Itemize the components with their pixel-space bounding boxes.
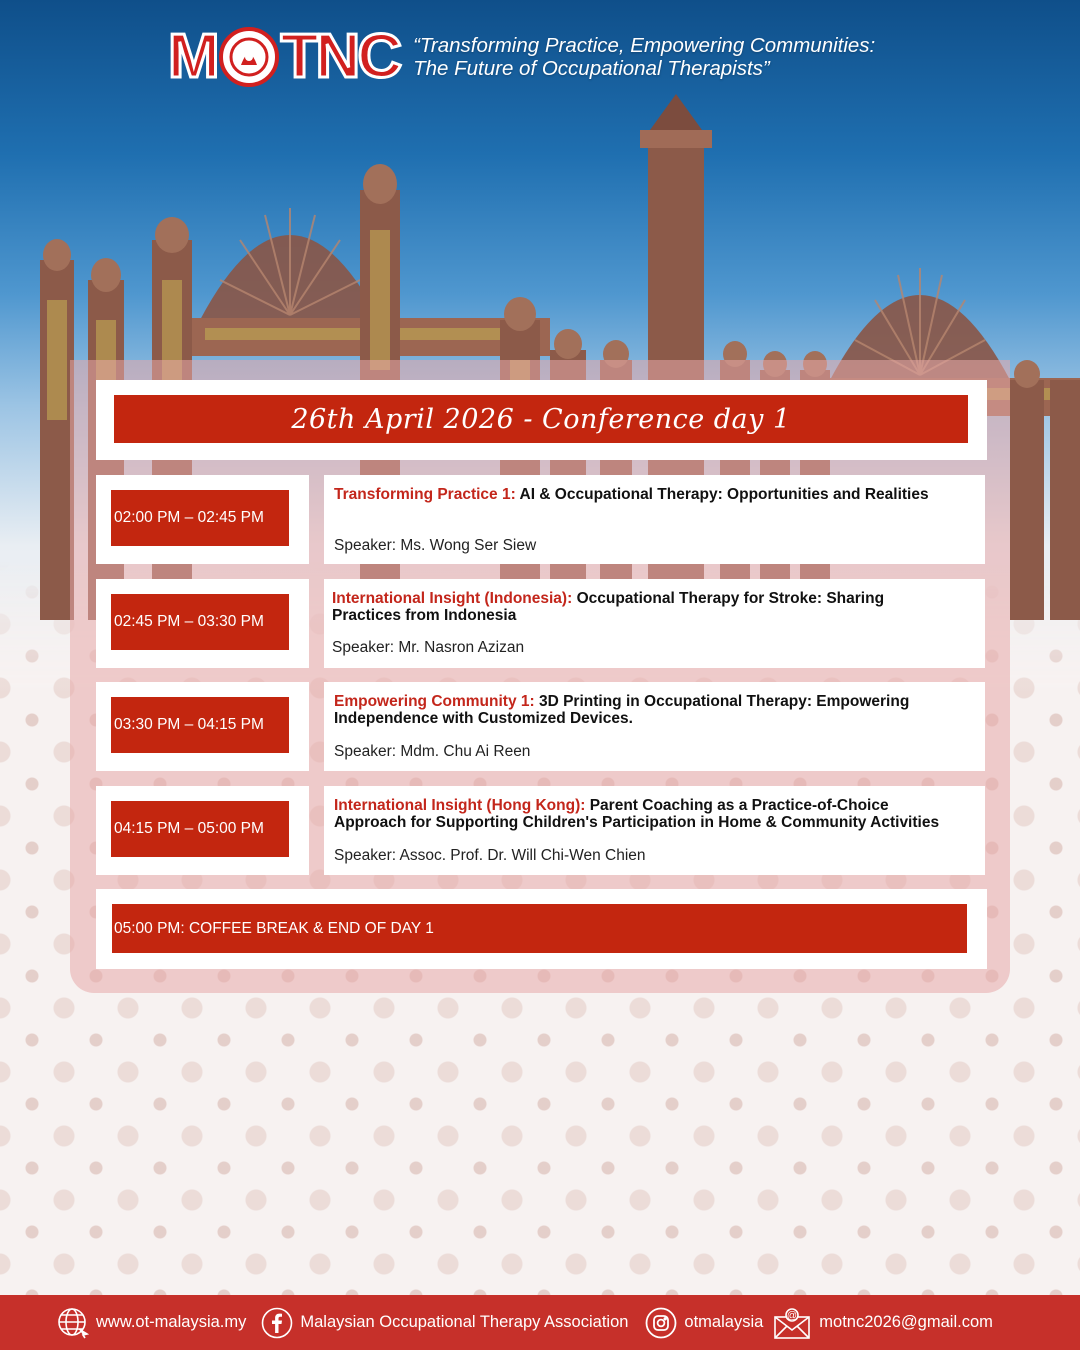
tagline xyxy=(413,34,875,80)
email-link[interactable]: motnc2026@gmail.com xyxy=(819,1313,993,1331)
logo-letter-n: N xyxy=(315,22,358,91)
motnc-logo xyxy=(168,22,400,91)
globe-icon xyxy=(56,1306,90,1340)
closing-box xyxy=(96,889,987,969)
time-label: 02:00 PM – 02:45 PM xyxy=(111,490,289,546)
time-slot xyxy=(96,579,309,668)
logo-letter-m: M xyxy=(168,22,217,91)
schedule-title: 26th April 2026 - Conference day 1 xyxy=(291,403,791,435)
header xyxy=(168,22,875,92)
logo-letter-c: C xyxy=(357,22,400,91)
footer-email[interactable] xyxy=(773,1306,993,1340)
tagline-line-1: “Transforming Practice, Empowering Communities: xyxy=(413,34,876,57)
session-category: International Insight (Hong Kong): xyxy=(334,797,586,814)
session-title xyxy=(334,693,955,727)
session-title xyxy=(334,486,955,503)
session-speaker: Speaker: Ms. Wong Ser Siew xyxy=(334,537,537,554)
facebook-link[interactable]: Malaysian Occupational Therapy Association xyxy=(300,1313,629,1331)
time-slot xyxy=(96,786,309,875)
schedule-title-bar xyxy=(114,395,968,443)
footer-instagram[interactable] xyxy=(644,1306,763,1340)
time-slot xyxy=(96,682,309,771)
instagram-link[interactable]: otmalaysia xyxy=(684,1313,764,1331)
session-category: Transforming Practice 1: xyxy=(334,486,516,503)
footer-facebook[interactable] xyxy=(260,1306,628,1340)
session-speaker: Speaker: Assoc. Prof. Dr. Will Chi-Wen Chien xyxy=(334,847,646,864)
session-card xyxy=(324,786,985,875)
facebook-icon xyxy=(260,1306,294,1340)
footer-website[interactable] xyxy=(56,1306,246,1340)
session-title xyxy=(334,797,955,831)
session-topic: 3D Printing in Occupational Therapy: Empowering Independence with Customized Devices. xyxy=(334,693,910,727)
session-topic: Parent Coaching as a Practice-of-Choice Approach for Supporting Children's Participation in Home & Community Activities xyxy=(334,797,940,831)
website-link[interactable]: www.ot-malaysia.my xyxy=(96,1313,247,1331)
mail-icon xyxy=(773,1306,811,1340)
session-topic: AI & Occupational Therapy: Opportunities and Realities xyxy=(519,486,929,503)
time-label: 03:30 PM – 04:15 PM xyxy=(111,697,289,753)
logo-letter-t: T xyxy=(280,22,316,91)
time-label: 02:45 PM – 03:30 PM xyxy=(111,594,289,650)
closing-label: 05:00 PM: COFFEE BREAK & END OF DAY 1 xyxy=(112,904,967,953)
tagline-line-2: The Future of Occupational Therapists” xyxy=(413,57,770,80)
session-speaker: Speaker: Mdm. Chu Ai Reen xyxy=(334,743,531,760)
session-card xyxy=(324,475,985,564)
session-card xyxy=(324,682,985,771)
session-category: Empowering Community 1: xyxy=(334,693,535,710)
session-category: International Insight (Indonesia): xyxy=(332,590,573,607)
session-card xyxy=(324,579,985,668)
footer xyxy=(0,1295,1080,1350)
time-slot xyxy=(96,475,309,564)
session-topic: Occupational Therapy for Stroke: Sharing Practices from Indonesia xyxy=(332,590,885,624)
instagram-icon xyxy=(644,1306,678,1340)
session-speaker: Speaker: Mr. Nasron Azizan xyxy=(332,639,525,656)
svg-text:@: @ xyxy=(787,1310,798,1321)
time-label: 04:15 PM – 05:00 PM xyxy=(111,801,289,857)
session-title xyxy=(332,590,955,624)
logo-emblem-icon xyxy=(219,27,279,87)
